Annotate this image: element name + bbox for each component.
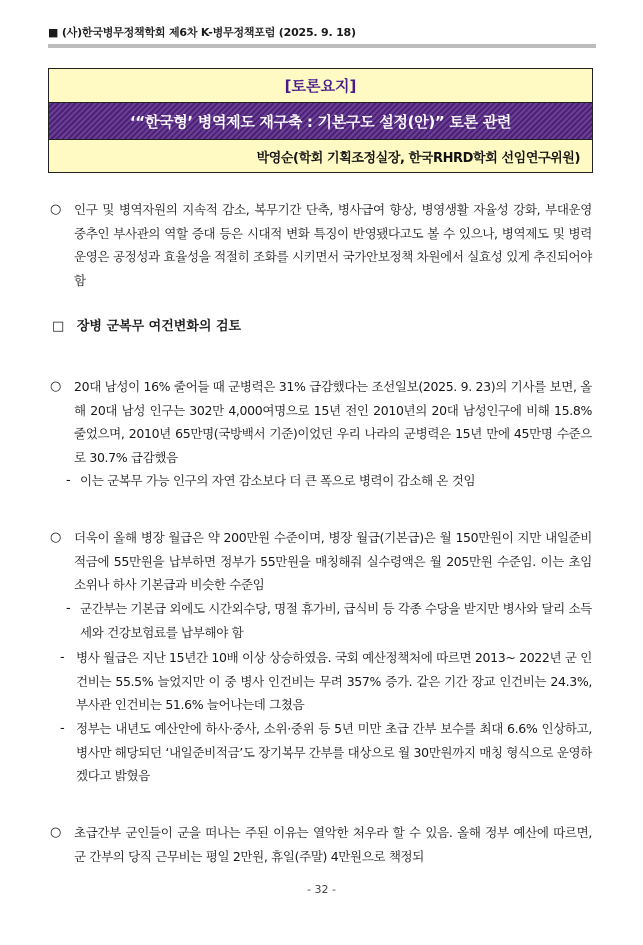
circle-bullet: ○ — [50, 530, 62, 545]
box-topic: ‘“한국형’ 병역제도 재구축 : 기본구도 설정(안)” 토론 관련 — [49, 103, 592, 140]
circle-bullet: ○ — [50, 379, 62, 394]
running-header: ■ (사)한국병무정책학회 제6차 K-병무정책포럼 (2025. 9. 18) — [48, 26, 356, 39]
box-author: 박영순(학회 기획조정실장, 한국RHRD학회 선임연구위원) — [49, 140, 592, 172]
paragraph-2-note: 이는 군복무 가능 인구의 자연 감소보다 더 큰 폭으로 병력이 감소해 온 것임 — [80, 473, 476, 488]
paragraph-4: 초급간부 군인들이 군을 떠나는 주된 이유는 열악한 처우라 할 수 있음. 올해 정부 예산에 따르면, 군 간부의 당직 근무비는 평일 2만원, 휴일(주말) 4만원으로 책정되 — [74, 825, 592, 864]
paragraph-3-note-3: 정부는 내년도 예산안에 하사·중사, 소위·중위 등 5년 미만 초급 간부 보수를 최대 6.6% 인상하고, 병사만 해당되던 ‘내일준비적금’도 장기복무 간부를 대상으로 월 30만원까지 매칭 형식으로 운영하겠다고 밝혔음 — [76, 721, 592, 783]
dash-bullet: - — [66, 601, 71, 616]
paragraph-3-note-2: 병사 월급은 지난 15년간 10배 이상 상승하였음. 국회 예산정책처에 따르면 2013~ 2022년 군 인건비는 55.5% 늘었지만 이 중 병사 인건비는 무려 357% 증가. 같은 기간 장교 인건비는 24.3%, 부사관 인건비는 51.6% 늘어나는데 그쳤음 — [76, 650, 592, 712]
circle-bullet: ○ — [50, 825, 62, 840]
page-number: - 32 - — [307, 883, 336, 896]
paragraph-3: 더욱이 올해 병장 월급은 약 200만원 수준이며, 병장 월급(기본급)은 월 150만원이 지만 내일준비적금에 55만원을 납부하면 정부가 55만원을 매칭해줘 실수령액은 월 205만원 수준임. 이는 초임 소위나 하사 기본급과 비슷한 수준임 — [74, 530, 592, 592]
section-heading — [52, 316, 241, 338]
circle-bullet: ○ — [50, 202, 62, 217]
square-bullet: □ — [52, 319, 65, 334]
summary-box — [48, 68, 593, 173]
paragraph-1: 인구 및 병역자원의 지속적 감소, 복무기간 단축, 병사급여 향상, 병영생활 자율성 강화, 부대운영 중추인 부사관의 역할 증대 등은 시대적 변화 특징이 반영됐다고도 볼 수 있으나, 병역제도 및 병력운영은 공정성과 효율성을 적절히 조화를 시키면서 국가안보정책 차원에서 실효성 있게 추진되어야 함 — [74, 202, 592, 288]
section-title: 장병 군복무 여건변화의 검토 — [76, 319, 242, 334]
paragraph-2: 20대 남성이 16% 줄어들 때 군병력은 31% 급감했다는 조선일보(2025. 9. 23)의 기사를 보면, 올해 20대 남성 인구는 302만 4,000여명으로 15년 전인 2010년의 20대 남성인구에 비해 15.8% 줄었으며, 2010년 65만명(국방백서 기준)이었던 우리 나라의 군병력은 15년 만에 45만명 수준으로 30.7% 급감했음 — [74, 379, 592, 465]
dash-bullet: - — [60, 721, 65, 736]
dash-bullet: - — [66, 473, 71, 488]
paragraph-3-note-1: 군간부는 기본급 외에도 시간외수당, 명절 휴가비, 급식비 등 각종 수당을 받지만 병사와 달리 소득세와 건강보험료를 납부해야 함 — [80, 601, 592, 640]
header-divider — [48, 44, 596, 48]
box-title: [토론요지] — [49, 69, 592, 103]
dash-bullet: - — [60, 650, 65, 665]
